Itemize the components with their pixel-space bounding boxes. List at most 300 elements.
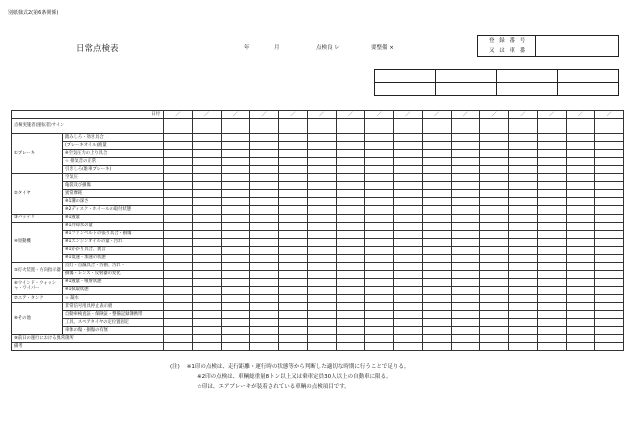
check-cell[interactable]: [595, 254, 624, 262]
check-cell[interactable]: [279, 198, 308, 206]
check-cell[interactable]: [307, 327, 336, 335]
check-cell[interactable]: [365, 166, 394, 174]
check-cell[interactable]: [509, 158, 538, 166]
check-cell[interactable]: [451, 134, 480, 142]
check-cell[interactable]: [394, 190, 423, 198]
check-cell[interactable]: [394, 278, 423, 286]
check-cell[interactable]: [451, 174, 480, 182]
check-cell[interactable]: [509, 303, 538, 311]
check-cell[interactable]: [537, 214, 566, 222]
check-cell[interactable]: [164, 262, 193, 270]
check-cell[interactable]: [595, 206, 624, 214]
check-cell[interactable]: [221, 335, 250, 343]
signature-cell[interactable]: [558, 83, 619, 96]
check-cell[interactable]: [451, 142, 480, 150]
check-cell[interactable]: [566, 230, 595, 238]
check-cell[interactable]: [451, 166, 480, 174]
check-cell[interactable]: [279, 262, 308, 270]
check-cell[interactable]: [422, 319, 451, 327]
check-cell[interactable]: [422, 294, 451, 302]
check-cell[interactable]: [480, 327, 509, 335]
check-cell[interactable]: [537, 142, 566, 150]
check-cell[interactable]: [451, 335, 480, 343]
check-cell[interactable]: [394, 311, 423, 319]
check-cell[interactable]: [164, 246, 193, 254]
check-cell[interactable]: [279, 119, 308, 134]
check-cell[interactable]: [336, 119, 365, 134]
check-cell[interactable]: [537, 343, 566, 351]
check-cell[interactable]: [566, 303, 595, 311]
check-cell[interactable]: [221, 182, 250, 190]
check-cell[interactable]: [221, 270, 250, 278]
check-cell[interactable]: [451, 198, 480, 206]
check-cell[interactable]: [336, 206, 365, 214]
check-cell[interactable]: [336, 142, 365, 150]
check-cell[interactable]: [365, 206, 394, 214]
check-cell[interactable]: [394, 270, 423, 278]
check-cell[interactable]: [365, 278, 394, 286]
signature-cell[interactable]: [436, 83, 497, 96]
check-cell[interactable]: [537, 190, 566, 198]
check-cell[interactable]: [537, 246, 566, 254]
check-cell[interactable]: [394, 150, 423, 158]
check-cell[interactable]: [422, 335, 451, 343]
check-cell[interactable]: [537, 319, 566, 327]
check-cell[interactable]: [336, 222, 365, 230]
check-cell[interactable]: [566, 311, 595, 319]
check-cell[interactable]: [595, 262, 624, 270]
check-cell[interactable]: [279, 182, 308, 190]
check-cell[interactable]: [595, 182, 624, 190]
check-cell[interactable]: [480, 166, 509, 174]
check-cell[interactable]: [279, 174, 308, 182]
check-cell[interactable]: [250, 150, 279, 158]
check-cell[interactable]: [537, 150, 566, 158]
check-cell[interactable]: [394, 142, 423, 150]
check-cell[interactable]: [480, 134, 509, 142]
check-cell[interactable]: [566, 246, 595, 254]
date-cell[interactable]: ／: [250, 111, 279, 119]
check-cell[interactable]: [422, 158, 451, 166]
check-cell[interactable]: [480, 230, 509, 238]
check-cell[interactable]: [250, 119, 279, 134]
check-cell[interactable]: [480, 343, 509, 351]
check-cell[interactable]: [336, 238, 365, 246]
check-cell[interactable]: [365, 303, 394, 311]
check-cell[interactable]: [595, 142, 624, 150]
check-cell[interactable]: [365, 238, 394, 246]
check-cell[interactable]: [250, 343, 279, 351]
check-cell[interactable]: [451, 246, 480, 254]
check-cell[interactable]: [336, 134, 365, 142]
check-cell[interactable]: [451, 294, 480, 302]
check-cell[interactable]: [279, 222, 308, 230]
check-cell[interactable]: [307, 214, 336, 222]
check-cell[interactable]: [394, 119, 423, 134]
check-cell[interactable]: [422, 270, 451, 278]
check-cell[interactable]: [307, 206, 336, 214]
check-cell[interactable]: [394, 158, 423, 166]
check-cell[interactable]: [566, 270, 595, 278]
check-cell[interactable]: [509, 343, 538, 351]
check-cell[interactable]: [164, 150, 193, 158]
check-cell[interactable]: [595, 174, 624, 182]
check-cell[interactable]: [250, 311, 279, 319]
check-cell[interactable]: [595, 134, 624, 142]
check-cell[interactable]: [164, 230, 193, 238]
check-cell[interactable]: [394, 230, 423, 238]
check-cell[interactable]: [566, 238, 595, 246]
check-cell[interactable]: [451, 238, 480, 246]
check-cell[interactable]: [537, 119, 566, 134]
check-cell[interactable]: [250, 303, 279, 311]
check-cell[interactable]: [422, 206, 451, 214]
check-cell[interactable]: [595, 278, 624, 286]
check-cell[interactable]: [394, 335, 423, 343]
check-cell[interactable]: [365, 158, 394, 166]
check-cell[interactable]: [451, 311, 480, 319]
check-cell[interactable]: [192, 214, 221, 222]
check-cell[interactable]: [365, 150, 394, 158]
check-cell[interactable]: [422, 214, 451, 222]
check-cell[interactable]: [480, 158, 509, 166]
check-cell[interactable]: [164, 166, 193, 174]
check-cell[interactable]: [365, 198, 394, 206]
date-cell[interactable]: ／: [451, 111, 480, 119]
check-cell[interactable]: [451, 158, 480, 166]
check-cell[interactable]: [307, 142, 336, 150]
check-cell[interactable]: [279, 230, 308, 238]
check-cell[interactable]: [566, 134, 595, 142]
check-cell[interactable]: [192, 343, 221, 351]
check-cell[interactable]: [451, 327, 480, 335]
check-cell[interactable]: [566, 190, 595, 198]
check-cell[interactable]: [250, 142, 279, 150]
check-cell[interactable]: [394, 166, 423, 174]
check-cell[interactable]: [566, 286, 595, 294]
check-cell[interactable]: [422, 190, 451, 198]
check-cell[interactable]: [192, 142, 221, 150]
check-cell[interactable]: [480, 206, 509, 214]
signature-cell[interactable]: [436, 70, 497, 83]
check-cell[interactable]: [221, 158, 250, 166]
check-cell[interactable]: [250, 230, 279, 238]
check-cell[interactable]: [164, 311, 193, 319]
check-cell[interactable]: [537, 134, 566, 142]
check-cell[interactable]: [595, 343, 624, 351]
check-cell[interactable]: [250, 262, 279, 270]
check-cell[interactable]: [480, 294, 509, 302]
check-cell[interactable]: [422, 262, 451, 270]
check-cell[interactable]: [279, 327, 308, 335]
check-cell[interactable]: [365, 270, 394, 278]
date-cell[interactable]: ／: [509, 111, 538, 119]
check-cell[interactable]: [537, 238, 566, 246]
check-cell[interactable]: [221, 238, 250, 246]
check-cell[interactable]: [192, 190, 221, 198]
check-cell[interactable]: [509, 166, 538, 174]
check-cell[interactable]: [537, 327, 566, 335]
check-cell[interactable]: [451, 230, 480, 238]
check-cell[interactable]: [394, 303, 423, 311]
check-cell[interactable]: [307, 311, 336, 319]
signature-cell[interactable]: [375, 83, 436, 96]
check-cell[interactable]: [595, 270, 624, 278]
check-cell[interactable]: [566, 319, 595, 327]
check-cell[interactable]: [336, 270, 365, 278]
check-cell[interactable]: [451, 254, 480, 262]
check-cell[interactable]: [595, 150, 624, 158]
check-cell[interactable]: [595, 190, 624, 198]
check-cell[interactable]: [365, 254, 394, 262]
check-cell[interactable]: [509, 174, 538, 182]
check-cell[interactable]: [422, 222, 451, 230]
check-cell[interactable]: [480, 222, 509, 230]
check-cell[interactable]: [365, 174, 394, 182]
check-cell[interactable]: [250, 254, 279, 262]
check-cell[interactable]: [336, 150, 365, 158]
check-cell[interactable]: [336, 278, 365, 286]
check-cell[interactable]: [336, 262, 365, 270]
check-cell[interactable]: [595, 158, 624, 166]
check-cell[interactable]: [509, 327, 538, 335]
check-cell[interactable]: [422, 150, 451, 158]
check-cell[interactable]: [192, 294, 221, 302]
check-cell[interactable]: [480, 335, 509, 343]
check-cell[interactable]: [279, 278, 308, 286]
check-cell[interactable]: [164, 142, 193, 150]
check-cell[interactable]: [537, 166, 566, 174]
check-cell[interactable]: [394, 327, 423, 335]
check-cell[interactable]: [422, 286, 451, 294]
check-cell[interactable]: [537, 174, 566, 182]
check-cell[interactable]: [566, 166, 595, 174]
check-cell[interactable]: [164, 343, 193, 351]
check-cell[interactable]: [336, 335, 365, 343]
check-cell[interactable]: [164, 303, 193, 311]
check-cell[interactable]: [394, 182, 423, 190]
check-cell[interactable]: [307, 134, 336, 142]
check-cell[interactable]: [250, 246, 279, 254]
check-cell[interactable]: [595, 294, 624, 302]
check-cell[interactable]: [394, 222, 423, 230]
date-cell[interactable]: ／: [164, 111, 193, 119]
check-cell[interactable]: [451, 182, 480, 190]
check-cell[interactable]: [221, 134, 250, 142]
check-cell[interactable]: [566, 262, 595, 270]
check-cell[interactable]: [164, 319, 193, 327]
check-cell[interactable]: [422, 119, 451, 134]
check-cell[interactable]: [250, 319, 279, 327]
check-cell[interactable]: [192, 238, 221, 246]
check-cell[interactable]: [566, 278, 595, 286]
check-cell[interactable]: [509, 254, 538, 262]
check-cell[interactable]: [422, 166, 451, 174]
check-cell[interactable]: [509, 119, 538, 134]
check-cell[interactable]: [566, 254, 595, 262]
date-cell[interactable]: ／: [192, 111, 221, 119]
check-cell[interactable]: [451, 303, 480, 311]
check-cell[interactable]: [250, 166, 279, 174]
check-cell[interactable]: [279, 303, 308, 311]
check-cell[interactable]: [394, 286, 423, 294]
check-cell[interactable]: [307, 286, 336, 294]
check-cell[interactable]: [422, 327, 451, 335]
check-cell[interactable]: [422, 174, 451, 182]
check-cell[interactable]: [451, 222, 480, 230]
check-cell[interactable]: [164, 214, 193, 222]
check-cell[interactable]: [250, 278, 279, 286]
check-cell[interactable]: [221, 327, 250, 335]
check-cell[interactable]: [279, 246, 308, 254]
check-cell[interactable]: [221, 254, 250, 262]
check-cell[interactable]: [365, 343, 394, 351]
check-cell[interactable]: [250, 158, 279, 166]
check-cell[interactable]: [566, 119, 595, 134]
check-cell[interactable]: [365, 214, 394, 222]
check-cell[interactable]: [394, 206, 423, 214]
check-cell[interactable]: [595, 198, 624, 206]
check-cell[interactable]: [595, 303, 624, 311]
check-cell[interactable]: [480, 238, 509, 246]
check-cell[interactable]: [192, 198, 221, 206]
check-cell[interactable]: [537, 270, 566, 278]
check-cell[interactable]: [250, 238, 279, 246]
check-cell[interactable]: [307, 230, 336, 238]
check-cell[interactable]: [509, 150, 538, 158]
check-cell[interactable]: [164, 222, 193, 230]
check-cell[interactable]: [509, 230, 538, 238]
check-cell[interactable]: [509, 190, 538, 198]
check-cell[interactable]: [192, 174, 221, 182]
check-cell[interactable]: [307, 335, 336, 343]
check-cell[interactable]: [480, 311, 509, 319]
check-cell[interactable]: [192, 254, 221, 262]
check-cell[interactable]: [192, 270, 221, 278]
check-cell[interactable]: [537, 278, 566, 286]
check-cell[interactable]: [566, 343, 595, 351]
check-cell[interactable]: [221, 286, 250, 294]
check-cell[interactable]: [221, 174, 250, 182]
check-cell[interactable]: [336, 198, 365, 206]
check-cell[interactable]: [279, 214, 308, 222]
check-cell[interactable]: [595, 327, 624, 335]
check-cell[interactable]: [509, 294, 538, 302]
check-cell[interactable]: [307, 119, 336, 134]
check-cell[interactable]: [595, 238, 624, 246]
check-cell[interactable]: [566, 150, 595, 158]
check-cell[interactable]: [451, 262, 480, 270]
check-cell[interactable]: [307, 238, 336, 246]
check-cell[interactable]: [192, 286, 221, 294]
check-cell[interactable]: [307, 150, 336, 158]
check-cell[interactable]: [394, 134, 423, 142]
check-cell[interactable]: [307, 270, 336, 278]
check-cell[interactable]: [336, 311, 365, 319]
check-cell[interactable]: [537, 303, 566, 311]
check-cell[interactable]: [480, 262, 509, 270]
check-cell[interactable]: [192, 230, 221, 238]
check-cell[interactable]: [250, 222, 279, 230]
check-cell[interactable]: [307, 343, 336, 351]
check-cell[interactable]: [509, 278, 538, 286]
check-cell[interactable]: [221, 119, 250, 134]
check-cell[interactable]: [537, 286, 566, 294]
check-cell[interactable]: [192, 303, 221, 311]
check-cell[interactable]: [279, 319, 308, 327]
check-cell[interactable]: [192, 150, 221, 158]
date-cell[interactable]: ／: [279, 111, 308, 119]
date-cell[interactable]: ／: [221, 111, 250, 119]
check-cell[interactable]: [365, 230, 394, 238]
check-cell[interactable]: [537, 198, 566, 206]
check-cell[interactable]: [595, 246, 624, 254]
check-cell[interactable]: [537, 182, 566, 190]
signature-cell[interactable]: [558, 70, 619, 83]
check-cell[interactable]: [422, 182, 451, 190]
check-cell[interactable]: [595, 319, 624, 327]
check-cell[interactable]: [365, 327, 394, 335]
check-cell[interactable]: [221, 303, 250, 311]
check-cell[interactable]: [279, 142, 308, 150]
check-cell[interactable]: [509, 206, 538, 214]
check-cell[interactable]: [221, 222, 250, 230]
check-cell[interactable]: [192, 319, 221, 327]
check-cell[interactable]: [307, 246, 336, 254]
check-cell[interactable]: [307, 303, 336, 311]
check-cell[interactable]: [164, 335, 193, 343]
date-cell[interactable]: ／: [422, 111, 451, 119]
check-cell[interactable]: [336, 254, 365, 262]
check-cell[interactable]: [307, 254, 336, 262]
check-cell[interactable]: [595, 119, 624, 134]
check-cell[interactable]: [365, 142, 394, 150]
check-cell[interactable]: [336, 158, 365, 166]
check-cell[interactable]: [509, 182, 538, 190]
check-cell[interactable]: [595, 311, 624, 319]
check-cell[interactable]: [422, 254, 451, 262]
check-cell[interactable]: [164, 278, 193, 286]
check-cell[interactable]: [394, 174, 423, 182]
check-cell[interactable]: [566, 198, 595, 206]
check-cell[interactable]: [307, 278, 336, 286]
check-cell[interactable]: [164, 206, 193, 214]
check-cell[interactable]: [164, 254, 193, 262]
check-cell[interactable]: [509, 319, 538, 327]
check-cell[interactable]: [279, 206, 308, 214]
check-cell[interactable]: [480, 142, 509, 150]
check-cell[interactable]: [221, 150, 250, 158]
check-cell[interactable]: [307, 319, 336, 327]
check-cell[interactable]: [509, 311, 538, 319]
check-cell[interactable]: [394, 294, 423, 302]
check-cell[interactable]: [595, 230, 624, 238]
check-cell[interactable]: [250, 286, 279, 294]
check-cell[interactable]: [336, 214, 365, 222]
check-cell[interactable]: [480, 150, 509, 158]
check-cell[interactable]: [566, 327, 595, 335]
check-cell[interactable]: [566, 222, 595, 230]
check-cell[interactable]: [422, 230, 451, 238]
check-cell[interactable]: [537, 254, 566, 262]
date-cell[interactable]: ／: [336, 111, 365, 119]
check-cell[interactable]: [422, 343, 451, 351]
check-cell[interactable]: [279, 158, 308, 166]
check-cell[interactable]: [221, 311, 250, 319]
signature-cell[interactable]: [497, 70, 558, 83]
check-cell[interactable]: [509, 246, 538, 254]
check-cell[interactable]: [250, 174, 279, 182]
